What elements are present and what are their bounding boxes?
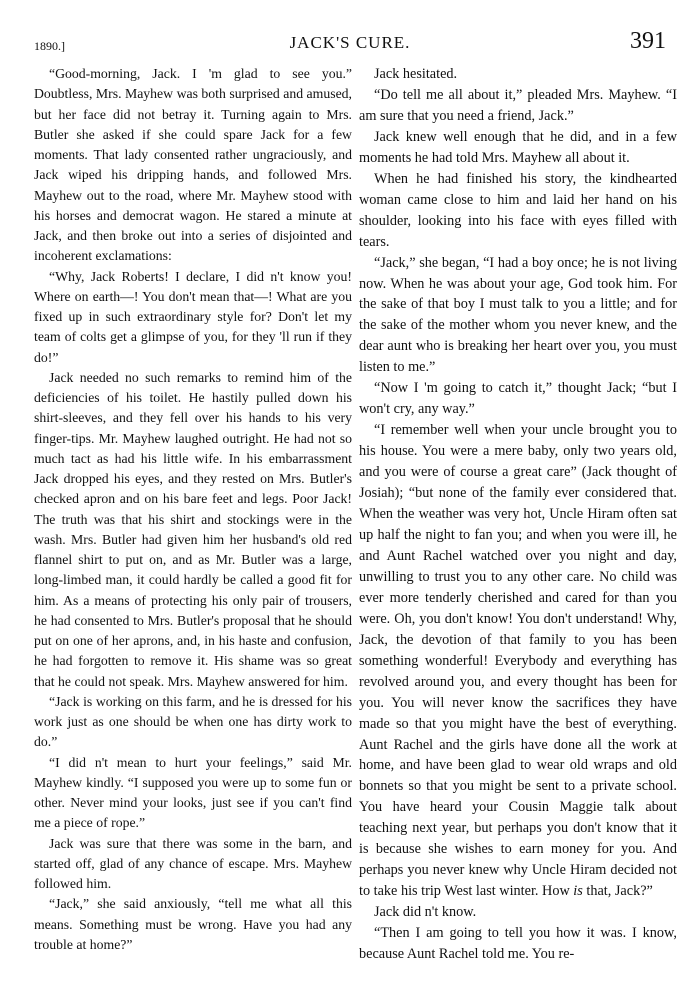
paragraph: “Jack is working on this farm, and he is dressed for his work just as one should be when one has dirty work to do.” [34, 693, 352, 750]
paragraph: “I did n't mean to hurt your feelings,” said Mr. Mayhew kindly. “I supposed you were up to some fun or other. Never mind your looks, just see if you can't find me a piece of rope.” [34, 754, 352, 831]
emphasis: is [573, 883, 583, 900]
header-title: JACK'S CURE. [289, 33, 411, 52]
paragraph: Jack did n't know. [374, 904, 477, 921]
paragraph [359, 420, 677, 902]
paragraph: “Jack,” she said anxiously, “tell me what all this means. Something must be wrong. Have you had any trouble at home?” [34, 896, 352, 952]
right-column [359, 64, 677, 965]
running-header [34, 26, 666, 62]
paragraph: “Then I am going to tell you how it was. I know, because Aunt Rachel told me. You re- [359, 925, 677, 963]
left-column [34, 64, 352, 955]
paragraph: “Jack,” she began, “I had a boy once; he is not living now. When he was about your age, God took him. For the sake of that boy I must talk to you a little; and for the sake of the mother whom you never knew, and the dear aunt who is breaking her heart over you, you must listen to me.” [359, 254, 677, 376]
page-number: 391 [630, 28, 666, 54]
paragraph: “Now I 'm going to catch it,” thought Jack; “but I won't cry, any way.” [359, 380, 677, 418]
paragraph: Jack hesitated. [374, 66, 458, 82]
paragraph-text: “I remember well when your uncle brought you to his house. You were a mere baby, only two years old, and you were of course a great care” (Jack thought of Josiah); “but none of the family ever considered that. When the weather was very hot, Uncle Hiram often sat up half the night to fan you; and when you were ill, he and Aunt Rachel watched over you night and day, unwilling to trust you to any other care. No child was ever more tenderly cherished and cared for than you were. Oh, you don't know! You don't understand! Why, Jack, the devotion of that family to you has been something wonderful! Everybody and everything has revolved around you, and every thought has been for you. You will never know the sacrifices they have made so that you might have the best of everything. Aunt Rachel and the girls have done all the work at home, and have been glad to wear old wraps and old bonnets so that you might be sent to a private school. You have heard your Cousin Maggie talk about teaching next year, but perhaps you don't know that it is because she wishes to earn money for you. And perhaps you never knew why Uncle Hiram decided not to take his trip West last winter. How [359, 422, 677, 900]
header-date: 1890.] [34, 39, 65, 53]
paragraph: Jack was sure that there was some in the barn, and started off, glad of any chance of escape. Mrs. Mayhew followed him. [34, 835, 352, 891]
paragraph: “Good-morning, Jack. I 'm glad to see you.” Doubtless, Mrs. Mayhew was both surprised and amused, but her face did not betray it. Turning again to Mrs. Butler she asked if she could spare Jack for a few moments. That lady consented rather ungraciously, and Jack wiped his dripping hands, and followed Mrs. Mayhew out to the road, where Mr. Mayhew stood with his horses and democrat wagon. He stared a minute at Jack, and then broke out into a series of disjointed and incoherent exclamations: [34, 66, 352, 264]
paragraph: Jack knew well enough that he did, and in a few moments he had told Mrs. Mayhew all about it. [359, 128, 677, 166]
paragraph: “Do tell me all about it,” pleaded Mrs. Mayhew. “I am sure that you need a friend, Jack.” [359, 86, 677, 124]
paragraph: Jack needed no such remarks to remind him of the deficiencies of his toilet. He hastily pulled down his shirt-sleeves, and they fell over his hands to his very finger-tips. Mr. Mayhew laughed outright. He had not so much tact as had his little wife. In his embarrassment Jack dropped his eyes, and they rested on Mrs. Butler's checked apron and on his bare feet and legs. Poor Jack! The truth was that his shirt and stockings were in the wash. Mrs. Butler had given him her husband's old red flannel shirt to put on, and as Mr. Butler was a large, long-limbed man, it could hardly be called a good fit for him. As a means of protecting his only pair of trousers, he had consented to Mrs. Butler's proposal that he should put on one of her aprons, and, in his haste and confusion, he had forgotten to remove it. His shame was so great that he could not speak. Mrs. Mayhew answered for him. [34, 369, 352, 689]
paragraph: “Why, Jack Roberts! I declare, I did n't know you! Where on earth—! You don't mean that—! What are you fixed up in such extraordinary style for? Don't let my team of colts get a glimpse of you, for they 'll run if they do!” [34, 268, 352, 365]
paragraph-text: that, Jack?” [586, 883, 653, 900]
paragraph: When he had finished his story, the kindhearted woman came close to him and laid her hand on his shoulder, looking into his face with eyes filled with tears. [359, 170, 677, 250]
